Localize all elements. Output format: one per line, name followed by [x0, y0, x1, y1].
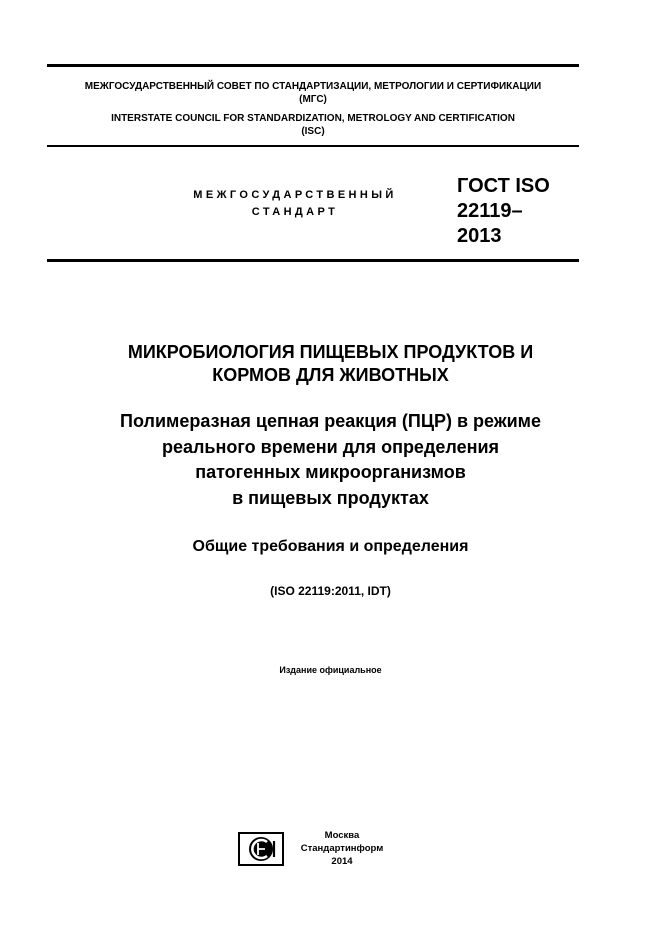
subtitle-line1: Полимеразная цепная реакция (ПЦР) в режиме — [120, 411, 541, 431]
council-abbr-ru: (МГС) — [299, 94, 327, 105]
part-title: Общие требования и определения — [192, 538, 469, 555]
standard-code-line2: 22119– — [457, 200, 523, 222]
edition-note: Издание официальное — [279, 665, 382, 675]
subtitle-line3: патогенных микроорганизмов — [195, 462, 466, 482]
top-rule — [47, 64, 579, 67]
subtitle-line4: в пищевых продуктах — [232, 488, 429, 508]
standartinform-logo-icon — [238, 832, 284, 866]
standard-code-line3: 2013 — [457, 225, 502, 247]
standard-code-line1: ГОСТ ISO — [457, 175, 550, 197]
standard-kind-line2: СТАНДАРТ — [251, 206, 339, 218]
iso-equivalence: (ISO 22119:2011, IDT) — [270, 584, 391, 598]
council-abbr-en: (ISC) — [301, 126, 325, 137]
header-rule — [47, 145, 579, 147]
publisher-name: Стандартинформ — [300, 843, 384, 854]
council-name-en: INTERSTATE COUNCIL FOR STANDARDIZATION, METROLOGY AND CERTIFICATION — [111, 113, 515, 124]
main-title-line2: КОРМОВ ДЛЯ ЖИВОТНЫХ — [212, 365, 449, 385]
main-title-line1: МИКРОБИОЛОГИЯ ПИЩЕВЫХ ПРОДУКТОВ И — [127, 342, 534, 362]
publication-year: 2014 — [331, 856, 353, 867]
standard-kind-line1: МЕЖГОСУДАРСТВЕННЫЙ — [193, 189, 397, 201]
council-name-ru: МЕЖГОСУДАРСТВЕННЫЙ СОВЕТ ПО СТАНДАРТИЗАЦИИ, МЕТРОЛОГИИ И СЕРТИФИКАЦИИ — [84, 81, 542, 92]
subtitle-line2: реального времени для определения — [161, 437, 500, 457]
code-rule — [47, 259, 579, 262]
publisher-city: Москва — [324, 830, 360, 841]
